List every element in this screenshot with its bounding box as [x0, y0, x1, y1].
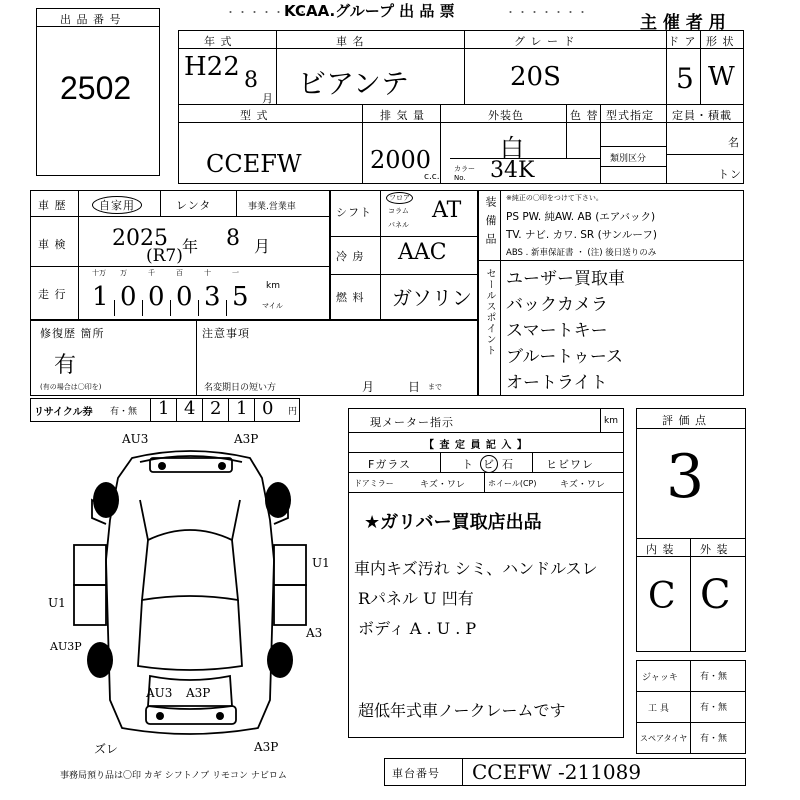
- recycle-digit: 0: [262, 398, 274, 419]
- inspection-year: 2025: [112, 226, 168, 251]
- door-label: ド ア: [668, 35, 697, 48]
- mileage-digit-label: 一: [232, 269, 239, 277]
- displacement-value: 2000: [370, 146, 432, 174]
- history-opt-business: 事業.営業車: [248, 202, 296, 212]
- sales-points-side-label: セールスポイント: [484, 268, 495, 356]
- expiry-suffix: まで: [428, 383, 442, 391]
- equipment-side-label: 装 備 品: [484, 196, 497, 246]
- chassis-number: CCEFW -211089: [472, 760, 642, 784]
- mileage-digit-label: 万: [120, 269, 127, 277]
- office-note: 事務局預り品は〇印 カギ シフトノブ リモコン ナビロム: [60, 771, 287, 781]
- ac-label: 冷 房: [336, 250, 365, 263]
- chassis-label: 車台番号: [392, 767, 440, 780]
- jack-opts: 有・無: [700, 672, 728, 682]
- capacity-unit-persons: 名: [728, 136, 740, 149]
- capacity-unit-tons: トン: [718, 168, 742, 181]
- shift-opt-panel: パネル: [388, 221, 409, 229]
- year-label: 年 式: [204, 35, 233, 48]
- fuel-label: 燃 料: [336, 291, 365, 304]
- shift-value: AT: [432, 198, 462, 223]
- remark-4: 超低年式車ノークレームです: [358, 701, 566, 720]
- tool-label: 工 具: [648, 704, 669, 714]
- sales-point-item: オートライト: [506, 373, 608, 393]
- recycle-digit: 4: [184, 398, 196, 419]
- repair-label: 修復歴 箇所: [40, 327, 105, 340]
- displacement-unit: c.c.: [424, 172, 440, 182]
- meter-label: 現メーター指示: [370, 416, 454, 429]
- fuel-value: ガソリン: [392, 286, 472, 310]
- recycle-digit: 1: [236, 398, 248, 419]
- inspection-month-unit: 月: [254, 237, 272, 256]
- lot-number-label: 出 品 番 号: [60, 13, 122, 26]
- glass-opt-2: ビ: [480, 455, 498, 473]
- shape-value: W: [708, 62, 735, 92]
- year-month-unit: 月: [262, 92, 274, 105]
- shape-label: 形 状: [706, 35, 735, 48]
- mileage-digit-label: 十万: [92, 269, 106, 277]
- diagram-mark-10: A3P: [254, 740, 279, 754]
- mileage-digit: 5: [232, 282, 249, 312]
- diagram-mark-5: AU3P: [50, 640, 82, 653]
- sales-point-item: ユーザー買取車: [506, 269, 625, 289]
- year-era: H22: [184, 52, 240, 82]
- meter-unit: km: [604, 416, 618, 426]
- diagram-mark-3: U1: [312, 556, 330, 570]
- ac-value: AAC: [398, 240, 447, 265]
- sales-point-item: スマートキー: [506, 321, 608, 341]
- diagram-mark-4: U1: [48, 596, 66, 610]
- organizer-label: 主 催 者 用: [640, 13, 726, 33]
- wheel-label: ホイール(CP): [488, 479, 537, 488]
- shift-label: シフト: [336, 206, 372, 219]
- sheet-title: KCAA.グループ 出 品 票: [284, 2, 455, 20]
- glass-opt-1: ト: [462, 458, 474, 471]
- mileage-digit: 3: [204, 282, 221, 312]
- notes-label: 注意事項: [202, 327, 250, 340]
- capacity-label: 定員・積載: [672, 109, 732, 122]
- grade-label: グ レ ー ド: [514, 35, 576, 48]
- mileage-unit-km: km: [266, 281, 280, 291]
- dots-left: ・・・・・・・: [225, 6, 309, 19]
- recycle-digit: 1: [158, 398, 170, 419]
- equipment-line1: PS PW. 純AW. AB (エアバック): [506, 211, 656, 223]
- inspection-year-unit: 年: [182, 237, 200, 256]
- recycle-unit: 円: [288, 407, 298, 417]
- class-label: 類別区分: [610, 154, 647, 164]
- year-month: 8: [244, 68, 258, 93]
- sales-point-item: バックカメラ: [506, 295, 608, 315]
- recycle-label: リサイクル券: [34, 407, 93, 418]
- mirror-opts: キズ・ワレ: [420, 480, 465, 490]
- color-label: 外装色: [488, 109, 524, 122]
- interior-grade: C: [648, 576, 676, 617]
- history-label: 車 歴: [38, 199, 67, 212]
- model-label: 型 式: [240, 109, 269, 122]
- remark-1: 車内キズ汚れ シミ、ハンドルスレ: [354, 559, 598, 578]
- displacement-label: 排 気 量: [380, 109, 425, 122]
- inspection-reiwa: (R7): [146, 246, 183, 266]
- rating-score: 3: [666, 442, 705, 512]
- grade-value: 20S: [510, 62, 561, 92]
- inspection-label: 車 検: [38, 238, 67, 251]
- mileage-digit: 1: [92, 282, 109, 312]
- mileage-digit: 0: [148, 282, 165, 312]
- type-designation-label: 型式指定: [606, 109, 654, 122]
- door-value: 5: [676, 62, 694, 95]
- diagram-mark-8: A3P: [186, 686, 211, 700]
- spare-label: スペアタイヤ: [640, 734, 688, 743]
- car-name-label: 車 名: [336, 35, 365, 48]
- remark-3: ボディ A . U . P: [358, 619, 477, 638]
- equipment-line3: ABS . 新車保証書 ・ (注) 後日送りのみ: [506, 248, 657, 258]
- exterior-label: 外 装: [700, 543, 729, 556]
- car-name: ビアンテ: [298, 67, 409, 100]
- history-opt-private: 自家用: [92, 196, 142, 214]
- shift-opt-column: コラム: [388, 207, 409, 215]
- exterior-grade: C: [700, 572, 731, 618]
- glass-opt-3: 石: [502, 458, 514, 471]
- mileage-unit-mile: マイル: [262, 302, 283, 310]
- recycle-opt: 有・無: [110, 407, 138, 417]
- diagram-mark-9: ズレ: [94, 742, 119, 756]
- lot-number: 2502: [60, 70, 132, 106]
- color-no-label: カラー No.: [454, 165, 475, 182]
- equipment-line2: TV. ナビ. カワ. SR (サンルーフ): [506, 229, 657, 241]
- model-value: CCEFW: [206, 150, 302, 178]
- spare-opts: 有・無: [700, 734, 728, 744]
- mileage-digit-label: 百: [176, 269, 183, 277]
- interior-label: 内 装: [646, 543, 675, 556]
- diagram-mark-1: AU3: [122, 432, 149, 446]
- inspection-month: 8: [226, 226, 240, 251]
- recycle-digit: 2: [210, 398, 222, 419]
- diagram-mark-6: A3: [306, 626, 323, 640]
- history-opt-rental: レンタ: [176, 199, 212, 212]
- repaint-label: 色 替: [570, 109, 599, 122]
- inspector-headline: ★ガリバー買取店出品: [364, 512, 542, 533]
- dots-right: ・・・・・・・: [505, 6, 589, 19]
- expiry-month: 月: [362, 380, 375, 394]
- mileage-digit-label: 十: [204, 269, 211, 277]
- wheel-opts: キズ・ワレ: [560, 480, 605, 490]
- mirror-label: ドアミラー: [354, 479, 394, 488]
- glass-crack: ヒビワレ: [546, 458, 594, 471]
- mileage-digit-label: 千: [148, 269, 155, 277]
- shift-opt-floor: フロア: [386, 192, 413, 204]
- glass-label: Fガラス: [368, 458, 411, 471]
- remark-2: Rパネル U 凹有: [358, 589, 474, 608]
- sales-point-item: ブルートゥース: [506, 347, 624, 367]
- expiry-label: 名変期日の短い方: [204, 383, 277, 393]
- color-no-value: 34K: [490, 158, 535, 183]
- jack-label: ジャッキ: [642, 673, 678, 683]
- expiry-day: 日: [408, 380, 421, 394]
- color-value: 白: [500, 134, 524, 162]
- diagram-mark-7: AU3: [146, 686, 173, 700]
- diagram-mark-2: A3P: [234, 432, 259, 446]
- mileage-digit: 0: [176, 282, 193, 312]
- repair-note: (有の場合は〇印を): [40, 383, 102, 391]
- tool-opts: 有・無: [700, 703, 728, 713]
- mileage-label: 走 行: [38, 288, 67, 301]
- equipment-note: ※純正の〇印をつけて下さい。: [506, 194, 603, 202]
- mileage-digit: 0: [120, 282, 137, 312]
- inspector-title: 【 査 定 員 記 入 】: [424, 440, 528, 451]
- repair-value: 有: [54, 353, 77, 378]
- rating-label: 評 価 点: [662, 414, 707, 427]
